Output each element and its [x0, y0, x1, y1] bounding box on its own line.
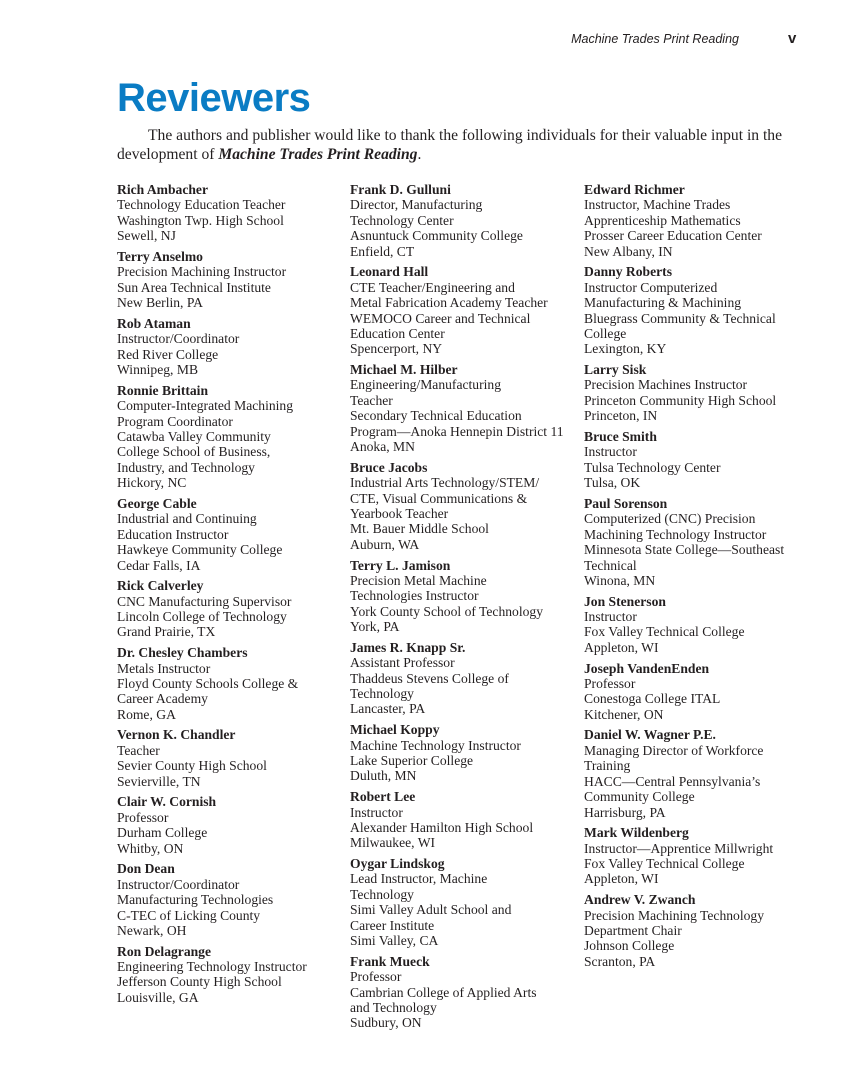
reviewer-detail-line: Whitby, ON	[117, 840, 184, 856]
reviewer-entry	[584, 825, 819, 887]
reviewer-detail-line: Manufacturing Technologies	[117, 892, 274, 908]
reviewer-name: Clair W. Cornish	[117, 794, 217, 810]
reviewer-name: Bruce Smith	[584, 428, 657, 444]
reviewer-detail-line: Rome, GA	[117, 706, 176, 722]
reviewer-detail-line: Conestoga College ITAL	[584, 691, 721, 707]
reviewer-detail-line: Managing Director of Workforce	[584, 742, 764, 758]
reviewer-detail-line: Sevier County High School	[117, 758, 267, 774]
reviewer-entry	[584, 496, 819, 588]
reviewer-detail-line: Career Institute	[350, 917, 435, 933]
reviewer-detail-line: Instructor, Machine Trades	[584, 197, 731, 213]
reviewer-detail-line: Appleton, WI	[584, 639, 659, 655]
reviewer-detail-line: Education Center	[350, 325, 445, 341]
reviewer-entry	[350, 954, 585, 1031]
reviewer-entry	[350, 789, 585, 851]
reviewer-name: Leonard Hall	[350, 264, 429, 280]
reviewer-entry	[350, 558, 585, 635]
reviewer-detail-line: Instructor Computerized	[584, 279, 718, 295]
reviewer-detail-line: Cedar Falls, IA	[117, 557, 201, 573]
reviewer-detail-line: Training	[584, 758, 631, 774]
reviewer-entry	[584, 362, 819, 424]
reviewer-detail-line: Department Chair	[584, 922, 682, 938]
reviewer-name: Frank Mueck	[350, 953, 430, 969]
reviewer-detail-line: Yearbook Teacher	[350, 506, 449, 522]
reviewer-column-3	[584, 182, 819, 974]
reviewer-name: Michael M. Hilber	[350, 362, 458, 378]
reviewer-detail-line: Catawba Valley Community	[117, 428, 271, 444]
reviewer-entry	[584, 661, 819, 723]
reviewer-detail-line: Technology Center	[350, 212, 454, 228]
reviewer-entry	[117, 182, 352, 244]
reviewer-detail-line: Alexander Hamilton High School	[350, 819, 534, 835]
reviewer-detail-line: Bluegrass Community & Technical	[584, 310, 776, 326]
reviewer-detail-line: Program Coordinator	[117, 413, 233, 429]
reviewer-name: Danny Roberts	[584, 264, 672, 280]
reviewer-name: George Cable	[117, 495, 197, 511]
reviewer-detail-line: Newark, OH	[117, 922, 187, 938]
reviewer-detail-line: Machine Technology Instructor	[350, 737, 521, 753]
reviewer-name: Larry Sisk	[584, 362, 647, 378]
reviewer-detail-line: New Albany, IN	[584, 243, 673, 259]
reviewer-detail-line: Harrisburg, PA	[584, 804, 666, 820]
reviewer-detail-line: Lake Superior College	[350, 753, 474, 768]
reviewer-detail-line: Thaddeus Stevens College of	[350, 670, 509, 686]
reviewer-detail-line: Duluth, MN	[350, 768, 417, 784]
reviewer-detail-line: Auburn, WA	[350, 536, 420, 552]
reviewer-name: James R. Knapp Sr.	[350, 639, 466, 655]
reviewer-detail-line: Winnipeg, MB	[117, 362, 199, 378]
reviewer-detail-line: Metal Fabrication Academy Teacher	[350, 295, 548, 311]
reviewer-detail-line: Precision Machines Instructor	[584, 377, 748, 393]
reviewer-name: Terry Anselmo	[117, 248, 203, 264]
reviewer-detail-line: Appleton, WI	[584, 871, 659, 887]
reviewer-detail-line: Professor	[584, 675, 636, 691]
reviewer-detail-line: Sun Area Technical Institute	[117, 279, 271, 295]
reviewer-entry	[350, 460, 585, 552]
reviewer-detail-line: Instructor/Coordinator	[117, 331, 240, 347]
reviewer-name: Joseph VandenEnden	[584, 660, 710, 676]
reviewer-name: Daniel W. Wagner P.E.	[584, 727, 716, 743]
reviewer-detail-line: Simi Valley, CA	[350, 933, 439, 949]
reviewer-entry	[350, 856, 585, 948]
reviewer-entry	[117, 794, 352, 856]
reviewer-detail-line: Sudbury, ON	[350, 1015, 422, 1031]
reviewer-detail-line: Director, Manufacturing	[350, 197, 483, 213]
reviewer-detail-line: CTE, Visual Communications &	[350, 490, 528, 506]
reviewer-detail-line: Apprenticeship Mathematics	[584, 212, 741, 228]
reviewer-detail-line: Industrial Arts Technology/STEM/	[350, 475, 540, 491]
running-header-title: Machine Trades Print Reading	[571, 32, 739, 46]
page-title: Reviewers	[117, 76, 311, 120]
reviewer-detail-line: Washington Twp. High School	[117, 212, 284, 228]
reviewer-name: Ronnie Brittain	[117, 382, 209, 398]
reviewer-detail-line: Cambrian College of Applied Arts	[350, 984, 537, 1000]
reviewer-detail-line: Instructor	[584, 444, 637, 460]
reviewer-detail-line: Machining Technology Instructor	[584, 526, 767, 542]
reviewer-detail-line: Instructor	[350, 804, 403, 820]
reviewer-detail-line: Fox Valley Technical College	[584, 624, 745, 640]
intro-text: The authors and publisher would like to thank the following individuals for their valuable input in the development of	[117, 127, 783, 163]
reviewer-entry	[350, 264, 585, 356]
reviewer-detail-line: Assistant Professor	[350, 655, 455, 671]
reviewer-detail-line: Spencerport, NY	[350, 341, 443, 357]
reviewer-detail-line: Technology	[350, 886, 414, 902]
reviewer-detail-line: CNC Manufacturing Supervisor	[117, 593, 292, 609]
reviewer-detail-line: Technologies Instructor	[350, 588, 479, 604]
reviewer-entry	[350, 362, 585, 454]
reviewer-detail-line: Manufacturing & Machining	[584, 295, 742, 311]
reviewer-detail-line: Scranton, PA	[584, 953, 656, 969]
reviewer-detail-line: Lexington, KY	[584, 341, 667, 357]
reviewer-detail-line: Simi Valley Adult School and	[350, 902, 512, 918]
reviewer-detail-line: Technical	[584, 557, 637, 573]
reviewer-entry	[584, 264, 819, 356]
reviewer-detail-line: Tulsa Technology Center	[584, 459, 721, 475]
reviewer-name: Rob Ataman	[117, 315, 191, 331]
reviewer-detail-line: Program—Anoka Hennepin District 11	[350, 423, 564, 439]
reviewer-detail-line: C-TEC of Licking County	[117, 907, 261, 923]
reviewer-entry	[117, 316, 352, 378]
reviewer-detail-line: York, PA	[350, 619, 400, 635]
reviewer-entry	[350, 722, 585, 784]
reviewer-detail-line: Engineering/Manufacturing	[350, 377, 501, 393]
reviewer-entry	[117, 645, 352, 722]
reviewer-detail-line: Hickory, NC	[117, 475, 187, 491]
reviewer-detail-line: Grand Prairie, TX	[117, 624, 216, 640]
reviewer-detail-line: Teacher	[350, 392, 393, 408]
reviewer-detail-line: Asnuntuck Community College	[350, 228, 523, 244]
reviewer-name: Jon Stenerson	[584, 593, 666, 609]
reviewer-name: Rick Calverley	[117, 578, 204, 594]
reviewer-name: Frank D. Gulluni	[350, 182, 451, 197]
reviewer-detail-line: Career Academy	[117, 691, 208, 707]
reviewer-entry	[117, 496, 352, 573]
reviewer-detail-line: Sewell, NJ	[117, 228, 176, 244]
reviewer-detail-line: and Technology	[350, 999, 437, 1015]
reviewer-name: Ron Delagrange	[117, 943, 212, 959]
reviewer-entry	[584, 182, 819, 259]
reviewer-detail-line: Johnson College	[584, 938, 675, 954]
reviewer-detail-line: Precision Metal Machine	[350, 572, 487, 588]
reviewer-name: Andrew V. Zwanch	[584, 892, 696, 908]
reviewer-name: Rich Ambacher	[117, 182, 208, 197]
reviewer-detail-line: Computerized (CNC) Precision	[584, 511, 756, 527]
reviewer-detail-line: Community College	[584, 789, 695, 805]
reviewer-entry	[584, 892, 819, 969]
reviewer-detail-line: Hawkeye Community College	[117, 542, 283, 558]
reviewer-detail-line: Industrial and Continuing	[117, 511, 257, 527]
reviewer-detail-line: Milwaukee, WI	[350, 835, 436, 851]
reviewer-entry	[117, 944, 352, 1006]
reviewer-detail-line: Metals Instructor	[117, 660, 211, 676]
reviewer-detail-line: Precision Machining Technology	[584, 907, 765, 923]
reviewer-detail-line: CTE Teacher/Engineering and	[350, 279, 515, 295]
intro-paragraph	[117, 126, 807, 164]
reviewer-detail-line: Tulsa, OK	[584, 475, 641, 491]
reviewer-name: Edward Richmer	[584, 182, 685, 197]
reviewer-detail-line: Minnesota State College—Southeast	[584, 542, 785, 558]
reviewer-detail-line: Lincoln College of Technology	[117, 609, 287, 625]
reviewer-entry	[584, 594, 819, 656]
reviewer-detail-line: Instructor/Coordinator	[117, 876, 240, 892]
reviewer-name: Terry L. Jamison	[350, 557, 451, 573]
reviewer-detail-line: Floyd County Schools College &	[117, 675, 299, 691]
reviewer-name: Michael Koppy	[350, 722, 440, 738]
reviewer-detail-line: Secondary Technical Education	[350, 408, 522, 424]
reviewer-name: Oygar Lindskog	[350, 856, 445, 872]
reviewer-entry	[350, 182, 585, 259]
reviewer-detail-line: Louisville, GA	[117, 989, 199, 1005]
reviewer-detail-line: Durham College	[117, 825, 208, 841]
reviewer-name: Bruce Jacobs	[350, 459, 428, 475]
reviewer-entry	[584, 429, 819, 491]
reviewer-detail-line: Professor	[117, 809, 169, 825]
reviewer-detail-line: Professor	[350, 969, 402, 985]
reviewer-detail-line: Lead Instructor, Machine	[350, 871, 488, 887]
reviewer-name: Don Dean	[117, 861, 175, 877]
reviewer-detail-line: Sevierville, TN	[117, 773, 201, 789]
reviewer-entry	[117, 727, 352, 789]
reviewer-detail-line: Engineering Technology Instructor	[117, 959, 307, 975]
reviewer-detail-line: New Berlin, PA	[117, 295, 203, 311]
reviewer-detail-line: Teacher	[117, 742, 160, 758]
reviewer-name: Dr. Chesley Chambers	[117, 645, 248, 661]
reviewer-entry	[117, 578, 352, 640]
reviewer-detail-line: Instructor—Apprentice Millwright	[584, 840, 774, 856]
reviewer-detail-line: Anoka, MN	[350, 439, 415, 455]
reviewer-detail-line: Princeton Community High School	[584, 392, 777, 408]
reviewer-detail-line: Mt. Bauer Middle School	[350, 521, 489, 537]
reviewer-column-1	[117, 182, 352, 1011]
reviewer-detail-line: College	[584, 325, 627, 341]
reviewer-name: Paul Sorenson	[584, 495, 668, 511]
reviewer-detail-line: Technology Education Teacher	[117, 197, 286, 213]
reviewer-entry	[117, 861, 352, 938]
reviewer-name: Vernon K. Chandler	[117, 727, 236, 743]
reviewer-detail-line: College School of Business,	[117, 444, 271, 460]
reviewer-name: Mark Wildenberg	[584, 825, 689, 841]
reviewer-detail-line: Computer-Integrated Machining	[117, 398, 294, 414]
reviewer-detail-line: HACC—Central Pennsylvania’s	[584, 773, 761, 789]
page-number: v	[788, 30, 797, 47]
reviewer-name: Robert Lee	[350, 789, 416, 805]
reviewer-entry	[584, 727, 819, 819]
reviewer-detail-line: Kitchener, ON	[584, 706, 664, 722]
reviewer-detail-line: Industry, and Technology	[117, 459, 255, 475]
reviewer-detail-line: Winona, MN	[584, 572, 656, 588]
book-title: Machine Trades Print Reading	[218, 146, 418, 163]
reviewer-detail-line: Prosser Career Education Center	[584, 228, 762, 244]
reviewer-detail-line: WEMOCO Career and Technical	[350, 310, 531, 326]
reviewer-entry	[350, 640, 585, 717]
reviewer-entry	[117, 249, 352, 311]
reviewer-column-2	[350, 182, 585, 1036]
reviewer-entry	[117, 383, 352, 491]
reviewer-detail-line: Red River College	[117, 346, 219, 362]
reviewer-detail-line: Instructor	[584, 609, 637, 625]
reviewer-detail-line: Technology	[350, 686, 414, 702]
reviewer-detail-line: Fox Valley Technical College	[584, 856, 745, 872]
reviewer-detail-line: York County School of Technology	[350, 603, 544, 619]
reviewer-detail-line: Precision Machining Instructor	[117, 264, 287, 280]
reviewer-detail-line: Jefferson County High School	[117, 974, 282, 990]
reviewer-detail-line: Enfield, CT	[350, 243, 415, 259]
reviewer-detail-line: Education Instructor	[117, 526, 229, 542]
reviewer-detail-line: Princeton, IN	[584, 408, 658, 424]
intro-end: .	[417, 146, 422, 163]
reviewer-detail-line: Lancaster, PA	[350, 701, 426, 717]
